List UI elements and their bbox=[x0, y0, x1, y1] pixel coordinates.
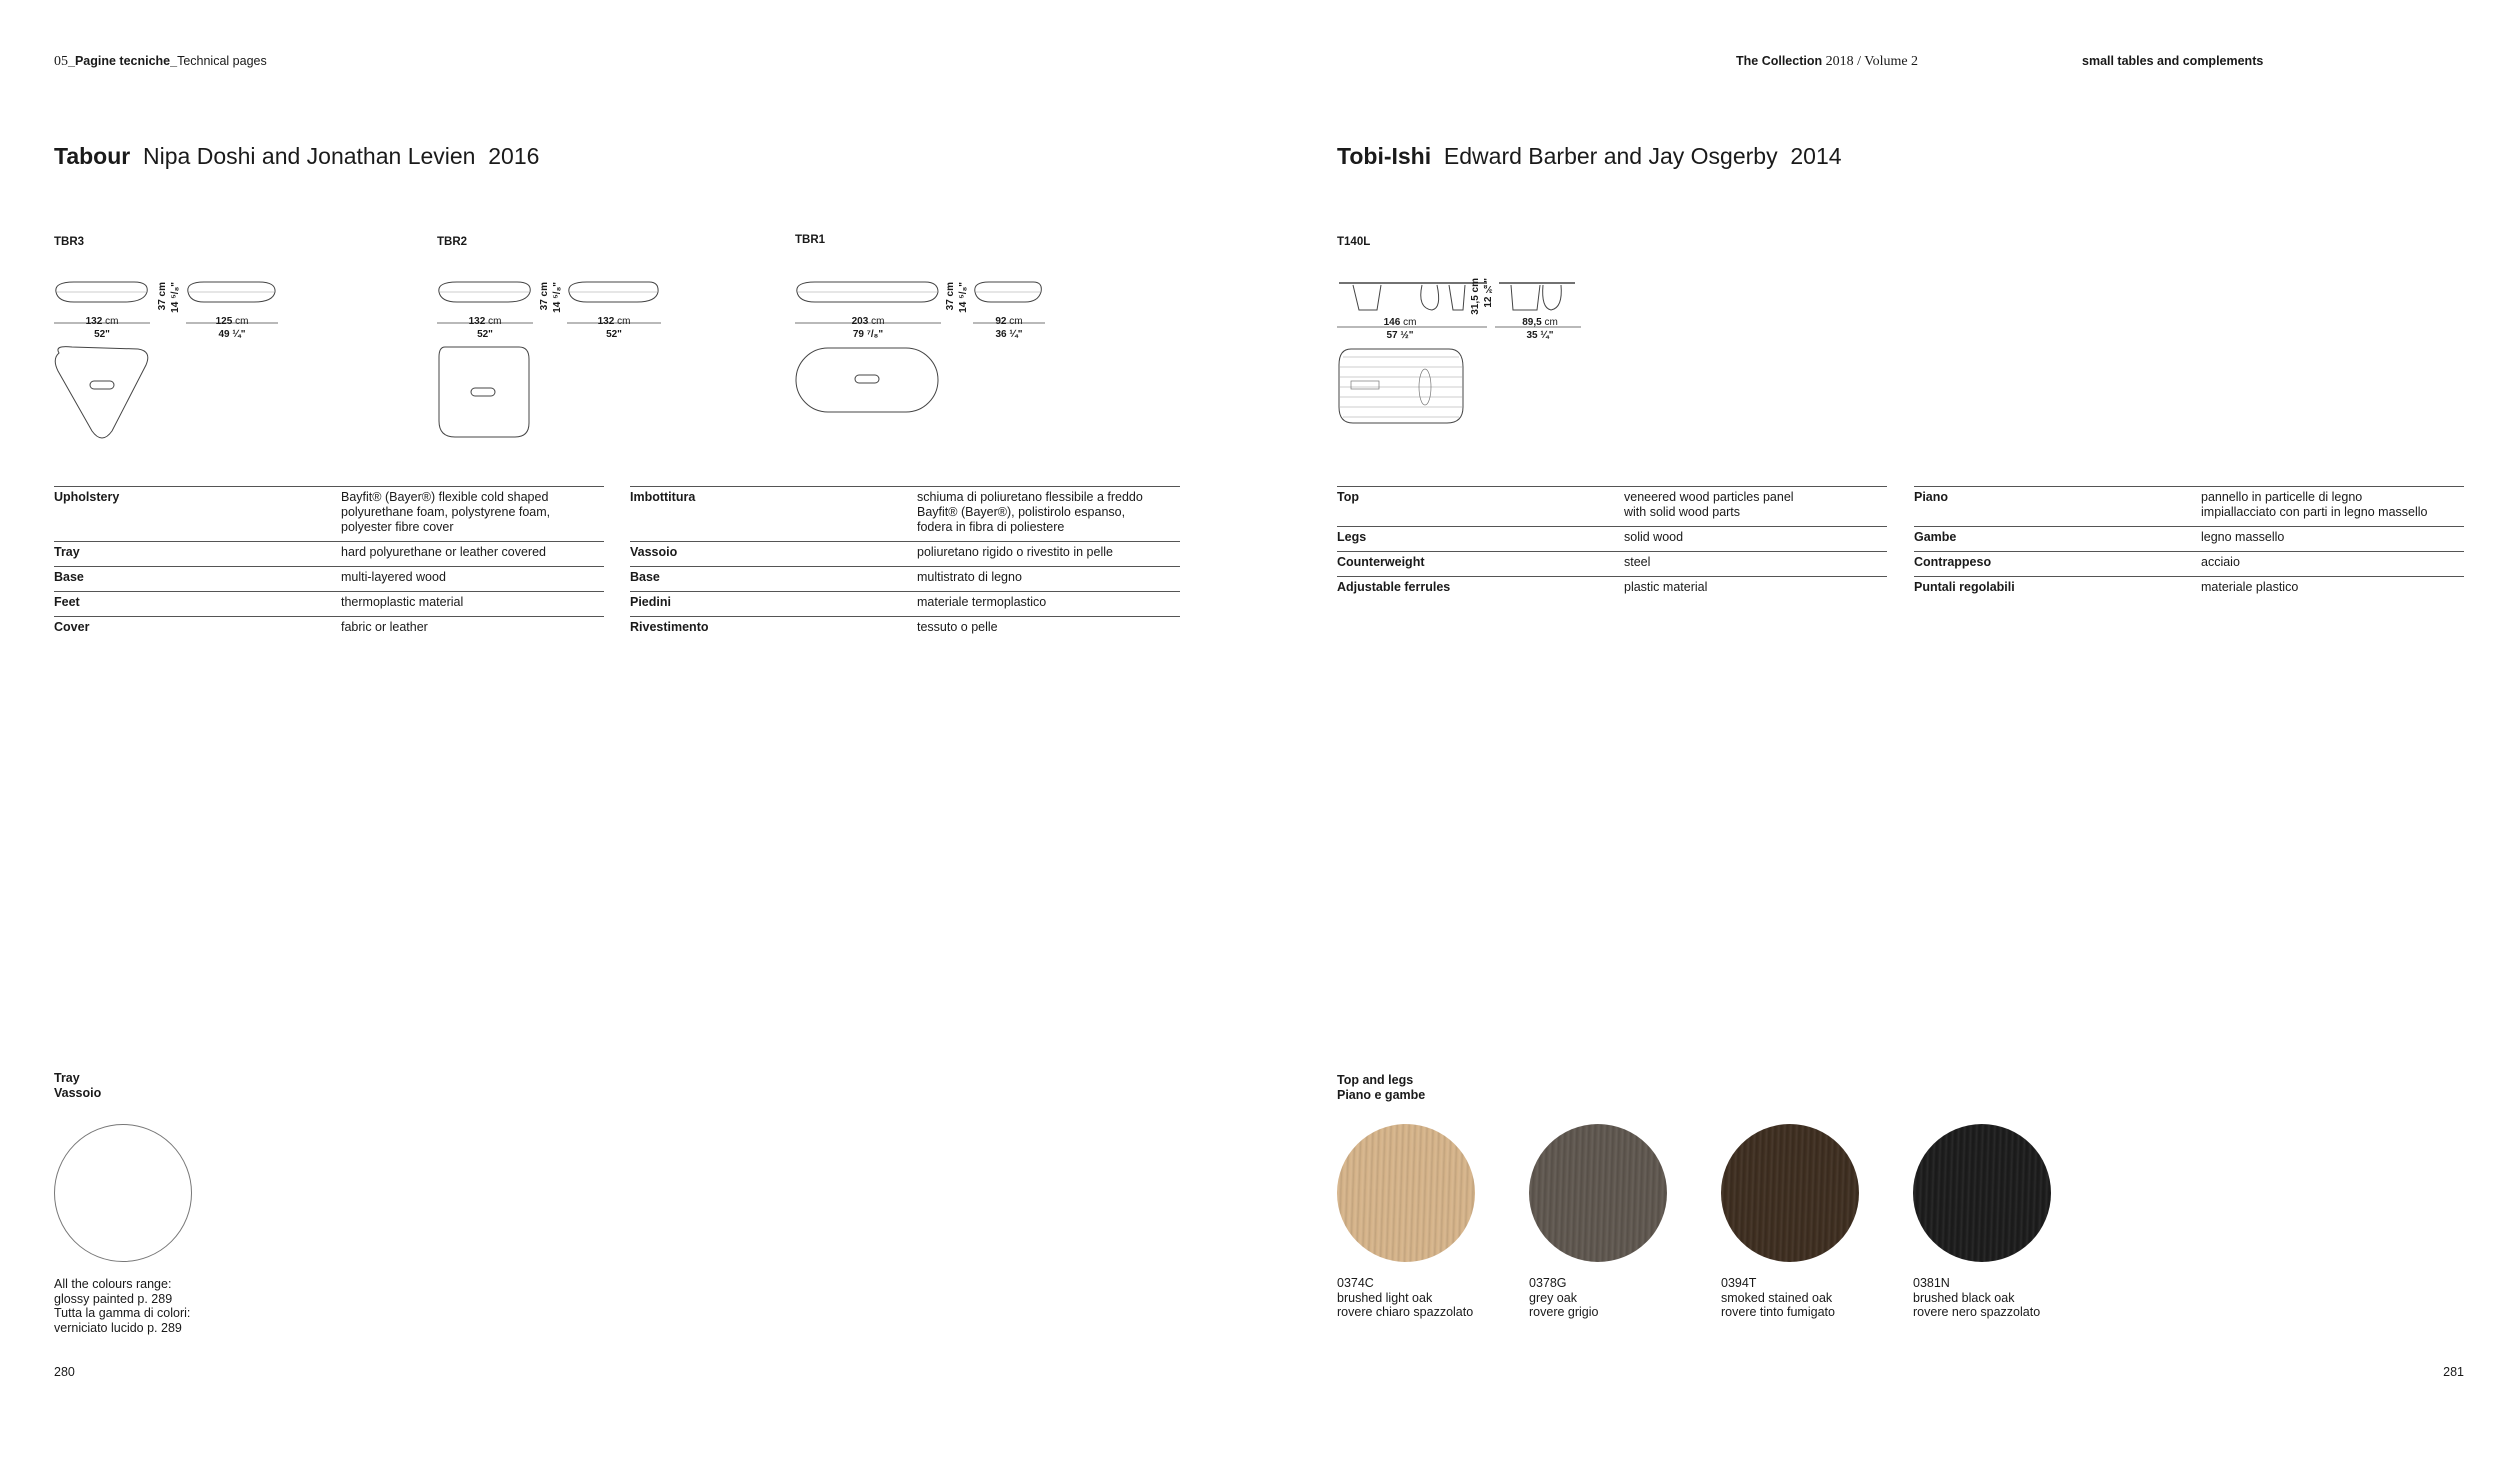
product-title-tabour bbox=[54, 143, 539, 170]
designer-name: Nipa Doshi and Jonathan Levien bbox=[143, 143, 476, 169]
spec-table-en bbox=[54, 486, 604, 641]
model-code: TBR3 bbox=[54, 236, 85, 248]
wood-swatch-0381n bbox=[1913, 1124, 2051, 1262]
depth-dim: 125 cm 49 ¼" bbox=[215, 316, 249, 340]
table-row: Piedini materiale termoplastico bbox=[630, 592, 1180, 617]
finish-label-en: Tray bbox=[54, 1071, 80, 1085]
depth-dim: 92 cm 36 ¼" bbox=[995, 316, 1023, 340]
table-row: Top veneered wood particles panel with solid wood parts bbox=[1337, 487, 1887, 527]
model-code: TBR2 bbox=[437, 236, 468, 248]
collection-name: The Collection bbox=[1736, 54, 1823, 68]
section-title-it: _Pagine tecniche_ bbox=[68, 54, 178, 68]
height-dim-in: 12 ⅜" bbox=[1483, 278, 1494, 308]
table-row: Gambe legno massello bbox=[1914, 527, 2464, 552]
tbr3-plan-drawing bbox=[54, 345, 154, 440]
table-row: Upholstery Bayfit® (Bayer®) flexible cold shaped polyurethane foam, polystyrene foam, polyester fibre cover bbox=[54, 487, 604, 542]
designer-name: Edward Barber and Jay Osgerby bbox=[1443, 143, 1778, 169]
section-number: 05 bbox=[54, 54, 68, 69]
product-name: Tabour bbox=[54, 143, 131, 169]
height-dim-in: 14 ⁵/₈" bbox=[958, 282, 969, 313]
table-row: Rivestimento tessuto o pelle bbox=[630, 617, 1180, 642]
model-code: T140L bbox=[1337, 236, 1371, 248]
tray-swatch bbox=[54, 1124, 192, 1262]
width-dim: 132 cm 52" bbox=[468, 316, 502, 340]
spec-table-it bbox=[1914, 486, 2464, 601]
page-number-left: 280 bbox=[54, 1365, 75, 1379]
table-row: Adjustable ferrules plastic material bbox=[1337, 577, 1887, 602]
finish-label-en: Top and legs bbox=[1337, 1073, 1414, 1087]
depth-dim: 89,5 cm 35 ¼" bbox=[1522, 317, 1558, 341]
width-dim: 146 cm 57 ½" bbox=[1383, 317, 1417, 341]
table-row: Base multistrato di legno bbox=[630, 567, 1180, 592]
swatch-label: 0374C brushed light oak rovere chiaro spazzolato bbox=[1337, 1276, 1474, 1319]
wood-swatch-0394t bbox=[1721, 1124, 1859, 1262]
tbr1-plan-drawing bbox=[795, 347, 945, 417]
page-number-right: 281 bbox=[2443, 1365, 2464, 1379]
collection-volume: 2018 / Volume 2 bbox=[1822, 54, 1919, 69]
finish-label bbox=[1337, 1073, 1425, 1103]
finish-label-it: Piano e gambe bbox=[1337, 1088, 1426, 1102]
table-row: Feet thermoplastic material bbox=[54, 592, 604, 617]
colour-range-note: All the colours range: glossy painted p. 289 Tutta la gamma di colori: verniciato lucido p. 289 bbox=[54, 1277, 191, 1335]
table-row: Cover fabric or leather bbox=[54, 617, 604, 642]
tbr2-plan-drawing bbox=[437, 345, 537, 440]
table-row: Tray hard polyurethane or leather covered bbox=[54, 542, 604, 567]
wood-swatch-0378g bbox=[1529, 1124, 1667, 1262]
spec-table-en bbox=[1337, 486, 1887, 601]
width-dim: 203 cm 79 ⁷/₈" bbox=[851, 316, 885, 340]
depth-dim: 132 cm 52" bbox=[597, 316, 631, 340]
table-row: Vassoio poliuretano rigido o rivestito in pelle bbox=[630, 542, 1180, 567]
model-code: TBR1 bbox=[795, 234, 826, 246]
table-row: Legs solid wood bbox=[1337, 527, 1887, 552]
finish-label bbox=[54, 1071, 101, 1101]
swatch-label: 0381N brushed black oak rovere nero spazzolato bbox=[1913, 1276, 2041, 1319]
swatch-label: 0394T smoked stained oak rovere tinto fumigato bbox=[1721, 1276, 1835, 1319]
category-header: small tables and complements bbox=[2082, 54, 2264, 68]
section-header bbox=[54, 54, 267, 70]
height-dim: 37 cm bbox=[157, 282, 168, 311]
width-dim: 132 cm 52" bbox=[85, 316, 119, 340]
wood-swatch-0374c bbox=[1337, 1124, 1475, 1262]
height-dim: 37 cm bbox=[945, 282, 956, 311]
height-dim: 37 cm bbox=[539, 282, 550, 311]
table-row: Counterweight steel bbox=[1337, 552, 1887, 577]
table-row: Piano pannello in particelle di legno impiallacciato con parti in legno massello bbox=[1914, 487, 2464, 527]
finish-label-it: Vassoio bbox=[54, 1086, 102, 1100]
swatch-label: 0378G grey oak rovere grigio bbox=[1529, 1276, 1599, 1319]
section-title-en: Technical pages bbox=[177, 54, 267, 68]
table-row: Contrappeso acciaio bbox=[1914, 552, 2464, 577]
product-name: Tobi-Ishi bbox=[1337, 143, 1432, 169]
product-title-tobi-ishi bbox=[1337, 143, 1842, 170]
height-dim-in: 14 ⁵/₈" bbox=[170, 282, 181, 313]
spec-table-it bbox=[630, 486, 1180, 641]
design-year: 2014 bbox=[1790, 143, 1842, 169]
collection-header bbox=[1736, 54, 1918, 70]
height-dim: 31,5 cm bbox=[1470, 278, 1481, 315]
height-dim-in: 14 ⁵/₈" bbox=[552, 282, 563, 313]
t140l-plan-drawing bbox=[1337, 347, 1467, 427]
table-row: Puntali regolabili materiale plastico bbox=[1914, 577, 2464, 602]
table-row: Imbottitura schiuma di poliuretano flessibile a freddo Bayfit® (Bayer®), polistirolo espanso, fodera in fibra di poliestere bbox=[630, 487, 1180, 542]
design-year: 2016 bbox=[488, 143, 540, 169]
table-row: Base multi-layered wood bbox=[54, 567, 604, 592]
